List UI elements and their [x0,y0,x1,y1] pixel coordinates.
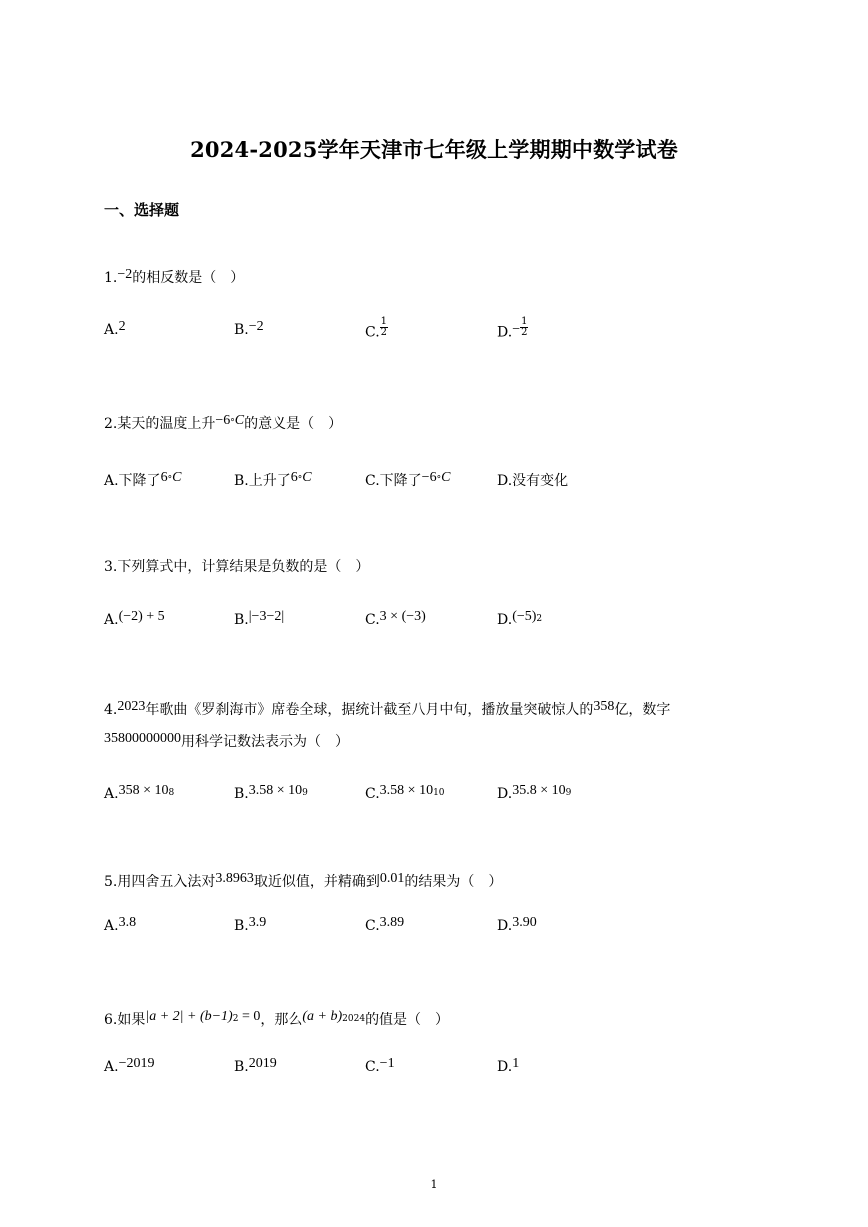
question-5: 5.用四舍五入法对3.8963取近似值，并精确到0.01的结果为（ ） [104,871,503,890]
option-c: C. $\frac{1}{2}$ [365,316,388,341]
option-a: $A.358 \times 10^8$ [104,783,175,802]
option-a: A.下降了6°C [104,470,182,489]
option-c: C.下降了−6°C [365,470,451,489]
option-c: C.3.89 [365,915,405,934]
option-d: D.− $\frac{1}{2}$ [497,316,528,341]
question-2-options [104,470,804,492]
option-b: B.2019 [234,1056,277,1075]
question-6: 6.如果$|a + 2| + (b-1)^2 = 0$，那么$(a + b)^{2024}$的值是（ ） [104,1009,450,1028]
fraction: $\frac{1}{2}$ [521,316,528,338]
option-b: B.−2 [234,319,264,338]
option-d: $D.(-5)^2$ [497,609,543,628]
question-4: 4.2023年歌曲《罗刹海市》席卷全球，据统计截至八月中旬，播放量突破惊人的358亿，数字 [104,699,671,718]
option-a: A.3.8 [104,915,137,934]
option-c: $C.3.58 \times 10^{10}$ [365,783,445,802]
section-heading: 一、选择题 [104,201,180,219]
page-number: 1 [430,1178,438,1191]
option-d: D.没有变化 [497,473,569,489]
option-d: D.1 [497,1056,520,1075]
exam-title: 2024-2025学年天津市七年级上学期期中数学试卷 [190,137,678,162]
question-6-options [104,1056,804,1081]
option-c: C.−1 [365,1056,395,1075]
option-a: A.−2019 [104,1056,155,1075]
question-5-options [104,915,804,940]
question-2: 2.某天的温度上升−6°C的意义是（ ） [104,413,343,432]
option-a: A.2 [104,319,126,338]
option-b: B.上升了6°C [234,470,312,489]
option-b: B.|−3−2| [234,609,285,628]
option-b: $B.3.58 \times 10^9$ [234,783,308,802]
option-d: $D.35.8 \times 10^9$ [497,783,572,802]
question-4-options [104,783,804,808]
question-1-options [104,316,804,344]
question-3-options [104,609,804,634]
option-b: B.3.9 [234,915,267,934]
fraction: $\frac{1}{2}$ [380,316,388,338]
question-3: 3.下列算式中，计算结果是负数的是（ ） [104,559,370,575]
question-4-line-2: 35800000000用科学记数法表示为（ ） [104,731,349,750]
question-1: 1.−2的相反数是（ ） [104,267,245,286]
option-d: D.3.90 [497,915,537,934]
option-c: C.3 × (−3) [365,609,426,628]
option-a: A.(−2) + 5 [104,609,165,628]
